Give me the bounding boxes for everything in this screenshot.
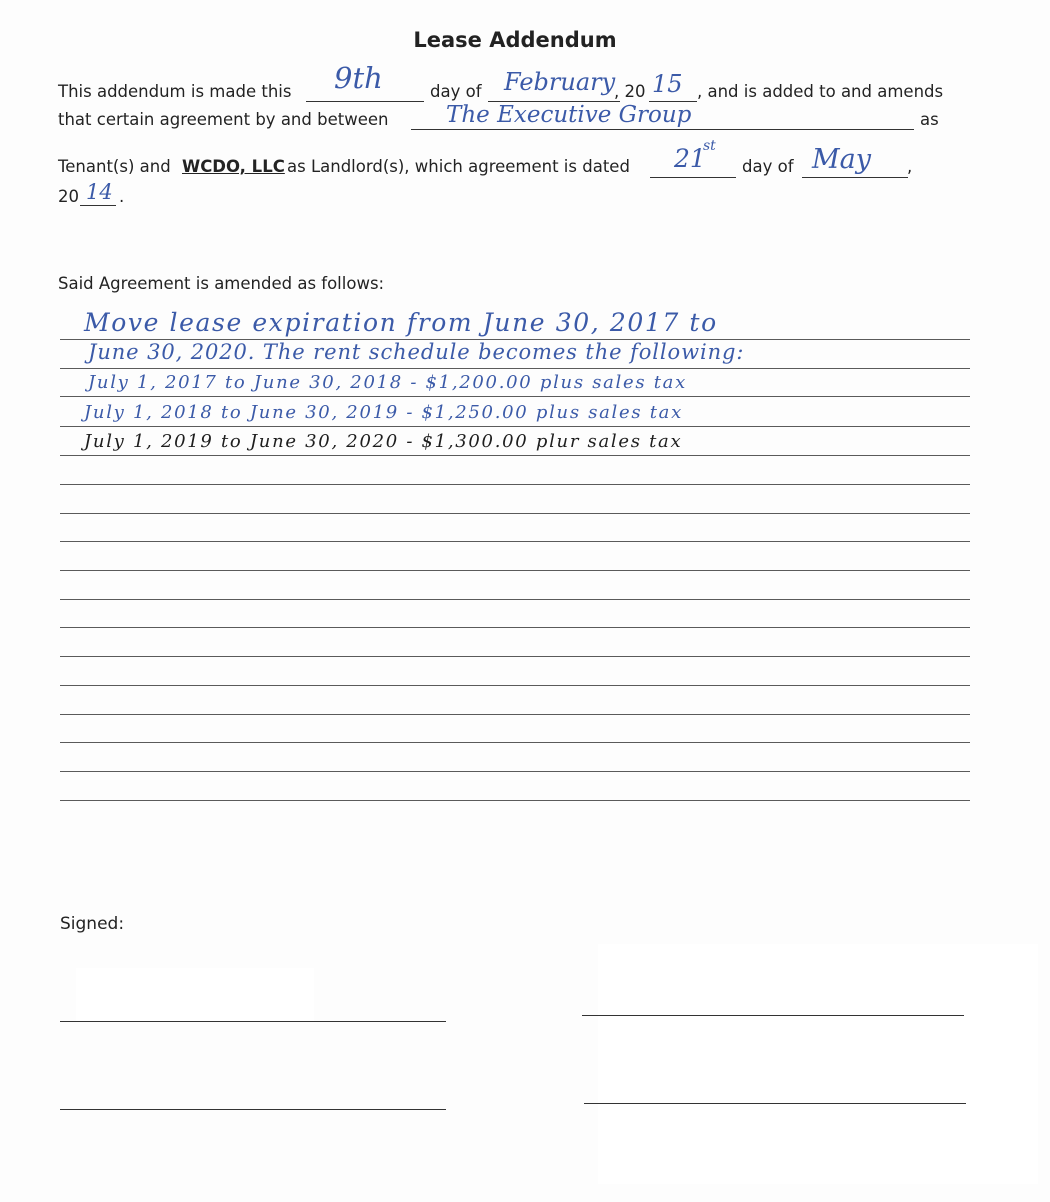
ruled-line xyxy=(60,541,970,542)
ruled-line xyxy=(60,455,970,456)
intro-text-2: day of xyxy=(430,82,482,101)
day-value: 9th xyxy=(334,61,383,95)
ruled-line xyxy=(60,714,970,715)
intro-text-line3-mid: as Landlord(s), which agreement is dated xyxy=(287,157,630,176)
landlord-name: WCDO, LLC xyxy=(182,157,285,176)
intro-text-1: This addendum is made this xyxy=(58,82,292,101)
signature-line-left-1 xyxy=(60,1021,446,1022)
intro-text-period: . xyxy=(119,187,125,206)
intro-text-as: as xyxy=(920,110,939,129)
ruled-line xyxy=(60,800,970,801)
intro-text-3: , and is added to and amends xyxy=(697,82,944,101)
amendment-line: June 30, 2020. The rent schedule becomes the following: xyxy=(88,340,745,364)
ruled-line xyxy=(60,742,970,743)
ruled-line xyxy=(60,484,970,485)
amendment-line: July 1, 2017 to June 30, 2018 - $1,200.00 plus sales tax xyxy=(88,372,687,393)
ruled-line xyxy=(60,426,970,427)
tenant-value: The Executive Group xyxy=(446,102,692,128)
signature-line-right-1 xyxy=(582,1015,964,1016)
dated-month-underline xyxy=(802,177,908,178)
redaction-patch xyxy=(76,968,314,1022)
ruled-line xyxy=(60,771,970,772)
year-prefix: , 20 xyxy=(614,82,646,101)
redaction-patch xyxy=(598,944,1038,1184)
dated-day-value: 21 xyxy=(674,144,706,173)
amendment-line: July 1, 2018 to June 30, 2019 - $1,250.00 plus sales tax xyxy=(84,402,683,423)
amendment-line: July 1, 2019 to June 30, 2020 - $1,300.00 plur sales tax xyxy=(84,431,683,452)
signed-label: Signed: xyxy=(60,914,125,934)
amendment-line: Move lease expiration from June 30, 2017 to xyxy=(84,308,718,337)
ruled-line xyxy=(60,627,970,628)
dated-year-underline xyxy=(80,205,116,206)
intro-text-line4: 20 xyxy=(58,187,79,206)
amend-label: Said Agreement is amended as follows: xyxy=(58,274,385,293)
dated-month-value: May xyxy=(812,144,871,175)
dated-day-underline xyxy=(650,177,736,178)
day-underline xyxy=(306,101,424,102)
dated-day-suffix: st xyxy=(703,138,716,154)
signature-line-right-2 xyxy=(584,1103,966,1104)
ruled-line xyxy=(60,368,970,369)
signature-line-left-2 xyxy=(60,1109,446,1110)
intro-text-dayof: day of xyxy=(742,157,794,176)
month-value: February xyxy=(504,68,616,96)
intro-text-line2: that certain agreement by and between xyxy=(58,110,389,129)
ruled-line xyxy=(60,513,970,514)
document-title: Lease Addendum xyxy=(413,28,617,52)
ruled-line xyxy=(60,570,970,571)
intro-text-line3-lead: Tenant(s) and xyxy=(58,157,171,176)
dated-year-value: 14 xyxy=(86,180,113,204)
intro-text-comma: , xyxy=(907,157,913,176)
year-value: 15 xyxy=(652,70,683,98)
ruled-line xyxy=(60,396,970,397)
ruled-line xyxy=(60,599,970,600)
ruled-line xyxy=(60,685,970,686)
ruled-line xyxy=(60,656,970,657)
tenant-underline xyxy=(411,129,914,130)
